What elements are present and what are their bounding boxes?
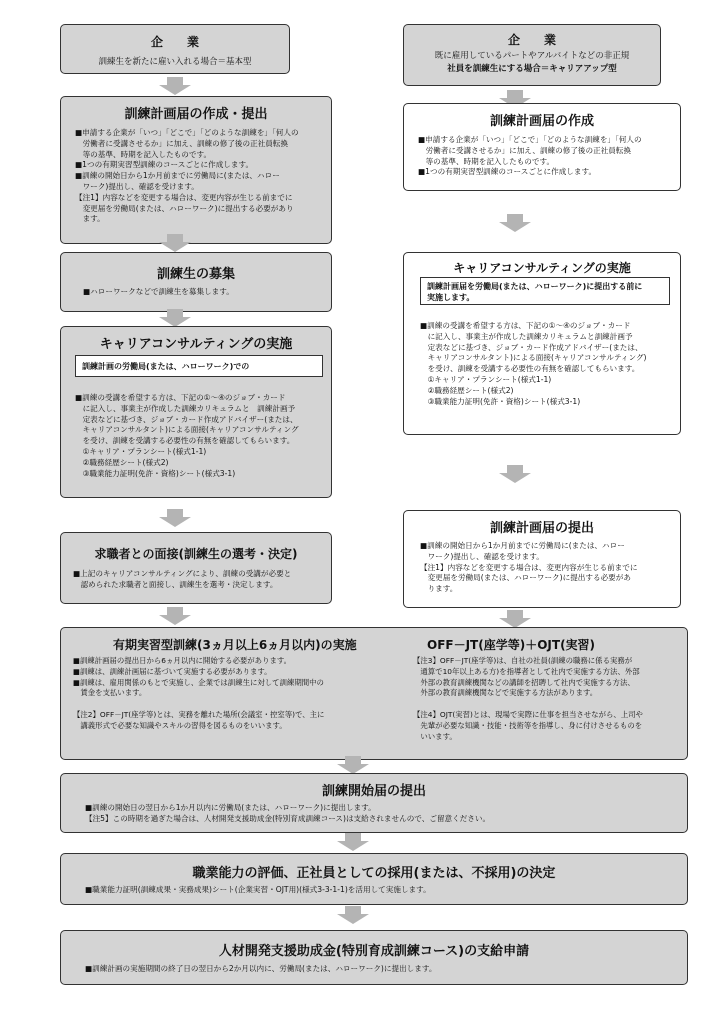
right-consult-title: キャリアコンサルティングの実施 [453, 261, 631, 275]
left-plan-title: 訓練計画届の作成・提出 [124, 107, 268, 122]
right-submit-text: ■訓練の開始日から1か月前までに労働局に(または、ハロー ワーク)提出し、確認を受けます。 【注1】内容などを変更する場合は、変更内容が生じる前までに 変更届を労働局(または、ハローワーク)に提出する必要があ ります。 [420, 541, 638, 594]
implementation-title-right: OFF－JT(座学等)＋OJT(実習) [427, 638, 596, 652]
training-start-text: ■訓練の開始日の翌日から1か月以内に労働局(または、ハローワーク)に提出します。 【注5】この時期を過ぎた場合は、人材開発支援助成金(特別育成訓練コース)は支給されませんので、ご留意ください。 [85, 803, 491, 823]
left-recruit-text: ■ハローワークなどで訓練生を募集します。 [83, 287, 234, 296]
down-arrow-icon [158, 309, 192, 327]
left-recruit-title: 訓練生の募集 [156, 267, 235, 282]
right-consult-text: ■訓練の受講を希望する方は、下記の①～④のジョブ・カード に記入し、事業主が作成した訓練カリキュラムと訓練計画予 定表などに基づき、ジョブ・カード作成アドバイザー(または、 キャリアコンサルタント)による面接(キャリアコンサルティング) を受け、訓練を受講する必要性の有無を確認してもらいます。 ①キャリア・プランシート(様式1-1) ②職務経歴シート(様式2) ③職業能力証明(免許・資格)シート(様式3-1) [420, 321, 647, 406]
down-arrow-icon [158, 607, 192, 625]
right-company-subtitle-2: 社員を訓練生にする場合＝キャリアアップ型 [447, 64, 617, 74]
training-start-box [60, 773, 688, 833]
right-plan-box [403, 103, 681, 191]
down-arrow-icon [336, 756, 370, 774]
left-company-title: 企 業 [150, 35, 199, 49]
left-plan-text: ■申請する企業が「いつ」「どこで」「どのような訓練を」「何人の 労働者に受講させるか」に加え、訓練の修了後の正社員転換 等の基準、時期を記入したものです。 ■1つの有期実習型訓練のコースごとに作成します。 ■訓練の開始日から1か月前までに労働局に(または、ハロー ワーク)提出し、確認を受けます。 【注1】内容などを変更する場合は、変更内容が生じる前までに 変更届を労働局(または、ハローワーク)に提出する必要があり ます。 [75, 128, 299, 224]
left-consult-text: ■訓練の受講を希望する方は、下記の①～④のジョブ・カード に記入し、事業主が作成した訓練カリキュラムと 訓練計画予 定表などに基づき、ジョブ・カード作成アドバイザー(または、 キャリアコンサルタント)による面接(キャリアコンサルティング を受け、訓練を受講する必要性の有無を確認してもらいます。 ①キャリア・プランシート(様式1-1) ②職務経歴シート(様式2) ③職業能力証明(免許・資格)シート(様式3-1) [75, 393, 299, 478]
down-arrow-icon [336, 906, 370, 924]
right-consult-note: 訓練計画届を労働局(または、ハローワーク)に提出する前に 実施します。 [420, 277, 670, 305]
right-plan-title: 訓練計画届の作成 [489, 114, 594, 129]
right-consult-box [403, 252, 681, 435]
left-company-box [60, 24, 290, 74]
left-interview-title: 求職者との面接(訓練生の選考・決定) [94, 547, 298, 561]
implementation-text-right: 【注3】OFF－JT(座学等)は、自社の社員(訓練の職務に係る実務が 通算で10年以上ある方)を指導者として社内で実施する方法、外部 外部の教育訓練機関などの講師を招聘して社内で実施する方法、 外部の教育訓練機関などで実施する方法があります。 【注4】OJT(実習)とは、現場で実際に仕事を担当させながら、上司や 先輩が必要な知識・技能・技術等を指導し、身に付けさせるものを いいます。 [413, 656, 643, 741]
left-company-subtitle: 訓練生を新たに雇い入れる場合＝基本型 [98, 57, 252, 67]
implementation-text-left: ■訓練計画届の提出日から6ヵ月以内に開始する必要があります。 ■訓練は、訓練計画届に基づいて実施する必要があります。 ■訓練は、雇用関係のもとで実施し、企業では訓練生に対して訓練期間中の 賃金を支払います。 【注2】OFF－JT(座学等)とは、実務を離れた場所(会議室・控室等)で、主に 講義形式で必要な知識やスキルの習得を図るものをいいます。 [73, 656, 325, 730]
right-company-box [403, 24, 661, 86]
down-arrow-icon [158, 234, 192, 252]
grant-application-text: ■訓練計画の実施期間の終了日の翌日から2か月以内に、労働局(または、ハローワーク)に提出します。 [85, 964, 437, 973]
left-consult-title: キャリアコンサルティングの実施 [99, 337, 293, 352]
down-arrow-icon [498, 214, 532, 232]
evaluation-box [60, 853, 688, 905]
training-start-title: 訓練開始届の提出 [321, 784, 426, 799]
right-submit-box [403, 510, 681, 608]
evaluation-text: ■職業能力証明(訓練成果・実務成果)シート(企業実習・OJT用)(様式3-3-1-1)を活用して実施します。 [85, 885, 431, 894]
left-recruit-box [60, 252, 332, 312]
down-arrow-icon [336, 833, 370, 851]
implementation-box [60, 627, 688, 760]
down-arrow-icon [498, 610, 532, 628]
implementation-title-left: 有期実習型訓練(3ヵ月以上6ヵ月以内)の実施 [113, 638, 357, 652]
left-consult-note: 訓練計画の労働局(または、ハローワーク)での [75, 355, 323, 377]
down-arrow-icon [158, 509, 192, 527]
evaluation-title: 職業能力の評価、正社員としての採用(または、不採用)の決定 [192, 866, 556, 881]
grant-application-title: 人材開発支援助成金(特別育成訓練コース)の支給申請 [218, 944, 530, 959]
right-submit-title: 訓練計画届の提出 [489, 521, 594, 536]
right-company-title: 企 業 [507, 33, 556, 47]
grant-application-box [60, 930, 688, 985]
down-arrow-icon [158, 77, 192, 95]
right-plan-text: ■申請する企業が「いつ」「どこで」「どのような訓練を」「何人の 労働者に受講させるか」に加え、訓練の修了後の正社員転換 等の基準、時期を記入したものです。 ■1つの有期実習型訓練のコースごとに作成します。 [418, 135, 642, 177]
left-interview-text: ■上記のキャリアコンサルティングにより、訓練の受講が必要と 認められた求職者と面接し、訓練生を選考・決定します。 [73, 569, 292, 589]
right-company-subtitle-1: 既に雇用しているパートやアルバイトなどの非正規 [434, 51, 630, 61]
left-plan-box [60, 96, 332, 244]
left-consult-box [60, 326, 332, 498]
down-arrow-icon [498, 465, 532, 483]
left-interview-box [60, 532, 332, 604]
